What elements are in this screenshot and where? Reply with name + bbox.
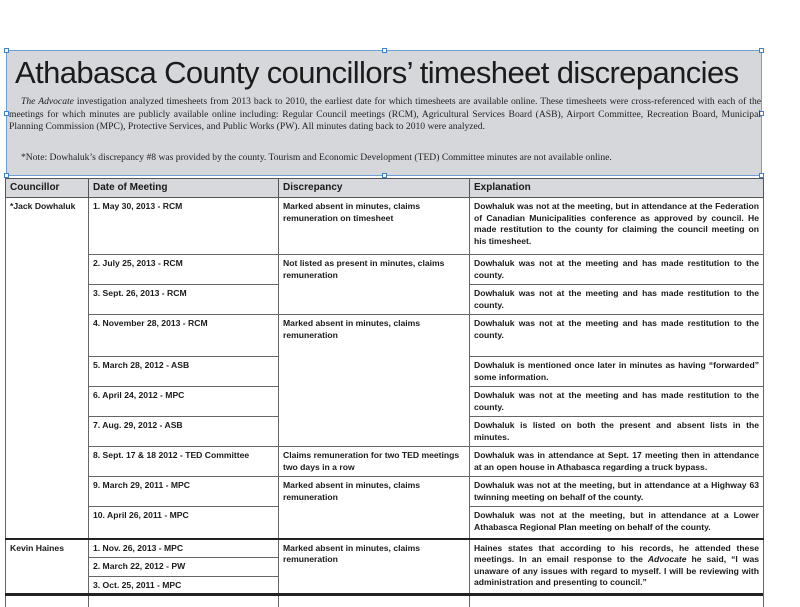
- councillor-cell: Kevin Haines: [6, 539, 89, 607]
- date-cell: 2. July 25, 2013 - RCM: [89, 255, 279, 285]
- intro-text: investigation analyzed timesheets from 2013 back to 2010, the earliest date for which timesheets are available online. These timesheets were cross-referenced with each of the meetings for which minutes are publicly available online including: Regular Council meetings (RCM), Agricultural Services Board (ASB), Airport Committee, Recreation Board, Municipal Planning Commission (MPC), Protective Services, and Public Works (PW). All minutes dating back to 2010 were analyzed.: [9, 96, 761, 133]
- table-row: [6, 539, 764, 558]
- column-header-councillor: Councillor: [6, 179, 89, 198]
- explanation-cell: Dowhaluk was not at the meeting, but in attendance at a Lower Athabasca Regional Plan meeting on behalf of the county.: [470, 507, 764, 539]
- table-header-row: [6, 179, 764, 198]
- discrepancy-cell: Claims remuneration for two TED meetings two days in a row: [279, 447, 470, 477]
- date-cell: 1. May 30, 2013 - RCM: [89, 198, 279, 255]
- page-title: Athabasca County councillors’ timesheet discrepancies: [15, 55, 739, 90]
- discrepancy-table: [5, 178, 764, 607]
- table-row: [6, 477, 764, 507]
- table-row: [6, 447, 764, 477]
- explanation-cell: Dowhaluk was in attendance at Sept. 17 meeting then in attendance at an open house in Athabasca regarding a truck bypass.: [470, 447, 764, 477]
- table-bottom-rule: [5, 593, 763, 596]
- date-cell: 4. November 28, 2013 - RCM: [89, 315, 279, 357]
- explanation-cell: Dowhaluk was not at the meeting and has made restitution to the county.: [470, 315, 764, 357]
- explanation-text: Haines states that according to his records, he attended these meetings. In an email response to the: [474, 542, 759, 564]
- date-cell: 10. April 26, 2011 - MPC: [89, 507, 279, 539]
- explanation-cell: Dowhaluk was not at the meeting and has made restitution to the county.: [470, 387, 764, 417]
- councillor-cell: *Jack Dowhaluk: [6, 198, 89, 539]
- discrepancy-cell: Marked absent in minutes, claims remuneration: [279, 477, 470, 539]
- date-cell: 3. Sept. 26, 2013 - RCM: [89, 285, 279, 315]
- publication-name: Advocate: [647, 554, 687, 564]
- discrepancy-cell: Marked absent in minutes, claims remuneration on timesheet: [279, 198, 470, 255]
- table-row: [6, 315, 764, 357]
- footnote: *Note: Dowhaluk’s discrepancy #8 was provided by the county. Tourism and Economic Development (TED) Committee minutes are not available online.: [21, 152, 612, 163]
- date-cell: 9. March 29, 2011 - MPC: [89, 477, 279, 507]
- column-header-date: Date of Meeting: [89, 179, 279, 198]
- column-header-discrepancy: Discrepancy: [279, 179, 470, 198]
- date-cell: 1. Nov. 26, 2013 - MPC: [89, 539, 279, 558]
- explanation-cell: Dowhaluk was not at the meeting and has made restitution to the county.: [470, 255, 764, 285]
- publication-name: The Advocate: [21, 96, 74, 107]
- resize-handle-top-left[interactable]: [4, 48, 9, 53]
- table-row: [6, 198, 764, 255]
- intro-paragraph: [9, 96, 761, 134]
- date-cell: 3. Oct. 25, 2011 - MPC: [89, 576, 279, 595]
- date-cell: 6. April 24, 2012 - MPC: [89, 387, 279, 417]
- explanation-cell: Dowhaluk is mentioned once later in minutes as having “forwarded” some information.: [470, 357, 764, 387]
- discrepancy-cell: Marked absent in minutes, claims remuneration: [279, 315, 470, 447]
- date-cell: 8. Sept. 17 & 18 2012 - TED Committee: [89, 447, 279, 477]
- resize-handle-top-right[interactable]: [759, 48, 764, 53]
- date-cell: [89, 595, 279, 607]
- explanation-text: he said, “I was unaware of any issues with regard to myself. I will be reviewing with administration and presenting to council.”: [474, 554, 759, 587]
- explanation-cell: Dowhaluk was not at the meeting and has made restitution to the county.: [470, 285, 764, 315]
- explanation-cell: [470, 539, 764, 607]
- column-header-explanation: Explanation: [470, 179, 764, 198]
- explanation-cell: Dowhaluk was not at the meeting, but in attendance at the Federation of Canadian Municipalities conference as approved by council. He made restitution to the county for claiming the council meeting on his timesheet.: [470, 198, 764, 255]
- date-cell: 2. March 22, 2012 - PW: [89, 558, 279, 577]
- table-row: [6, 255, 764, 285]
- date-cell: 7. Aug. 29, 2012 - ASB: [89, 417, 279, 447]
- resize-handle-top[interactable]: [382, 48, 387, 53]
- explanation-cell: Dowhaluk is listed on both the present and absent lists in the minutes.: [470, 417, 764, 447]
- discrepancy-cell: Marked absent in minutes, claims remuneration: [279, 539, 470, 607]
- header-box[interactable]: [6, 50, 762, 176]
- date-cell: 5. March 28, 2012 - ASB: [89, 357, 279, 387]
- discrepancy-cell: Not listed as present in minutes, claims remuneration: [279, 255, 470, 315]
- explanation-cell: Dowhaluk was not at the meeting, but in attendance at a Highway 63 twinning meeting on behalf of the county.: [470, 477, 764, 507]
